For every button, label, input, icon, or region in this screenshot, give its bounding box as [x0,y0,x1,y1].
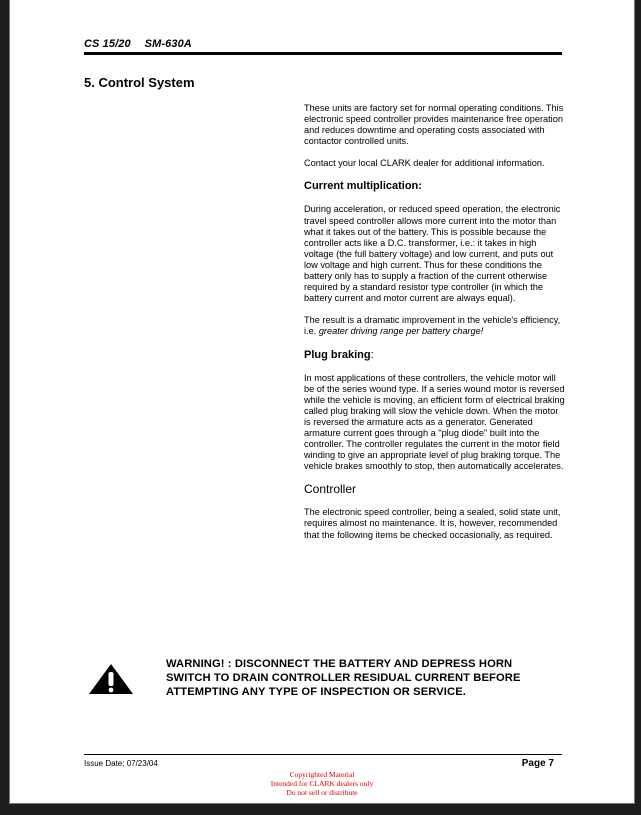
header-rule [84,52,562,55]
current-multiplication-heading: Current multiplication: [304,180,422,193]
contact-paragraph: Contact your local CLARK dealer for additional information. [304,158,545,169]
warning-line-2: SWITCH TO DRAIN CONTROLLER RESIDUAL CURRENT BEFORE [166,672,521,684]
plug-braking-heading-text: Plug braking [304,348,371,361]
result-lead: The result is a dramatic improvement in the vehicle's efficiency, i.e. [304,315,561,337]
copyright-line-1: Copyrighted Material [289,770,355,779]
warning-block [84,657,564,707]
warning-triangle-icon [88,663,134,695]
copyright-line-2: Intended for CLARK dealers only [270,779,374,788]
plug-braking-heading-colon: : [370,348,374,361]
warning-line-3: ATTEMPTING ANY TYPE OF INSPECTION OR SERVICE. [166,686,466,698]
header-manual-number: SM-630A [144,38,192,50]
copyright-notice [10,770,634,797]
copyright-line-3: Do not sell or distribute [286,788,358,797]
body-column [304,103,566,552]
header-model: CS 15/20 [84,38,131,50]
result-emphasis: greater driving range per battery charge! [318,326,484,337]
issue-date: Issue Date: 07/23/04 [84,759,158,768]
page-number: Page 7 [521,758,554,769]
intro-paragraph: These units are factory set for normal operating conditions. This electronic speed controller provides maintenance free operation and reduces downtime and operating costs associated with contactor controlled units. [304,103,564,147]
current-multiplication-paragraph: During acceleration, or reduced speed operation, the electronic travel speed controller allows more current into the motor than what it takes out of the battery. This is possible because the controller acts like a D.C. transformer, i.e.: it takes in high voltage (the full battery voltage) and low current, and puts out low voltage and high current. Thus for these conditions the battery only has to supply a fraction of the current otherwise required by a standard resistor type controller (in which the battery current and motor current are always equal). [304,204,561,304]
plug-braking-paragraph: In most applications of these controllers, the vehicle motor will be of the series wound type. If a series wound motor is reversed while the vehicle is moving, an efficient form of electrical braking called plug braking will slow the vehicle down. When the motor is reversed the armature acts as a generator. Generated armature current goes through a "plug diode" built into the controller. The controller regulates the current in the motor field winding to give an appropriate level of plug braking torque. The vehicle brakes smoothly to stop, then automatically accelerates. [304,372,565,472]
result-paragraph [304,315,566,337]
controller-paragraph: The electronic speed controller, being a sealed, solid state unit, requires almost no maintenance. It is, however, recommended that the following items be checked occasionally, as required. [304,507,561,540]
footer-rule [84,754,562,755]
plug-braking-heading [304,349,566,362]
section-title: 5. Control System [84,75,195,90]
warning-text [166,657,521,699]
controller-heading: Controller [304,482,357,497]
running-header [84,38,192,50]
warning-line-1: WARNING! : DISCONNECT THE BATTERY AND DEPRESS HORN [166,658,513,670]
document-page [9,0,635,804]
